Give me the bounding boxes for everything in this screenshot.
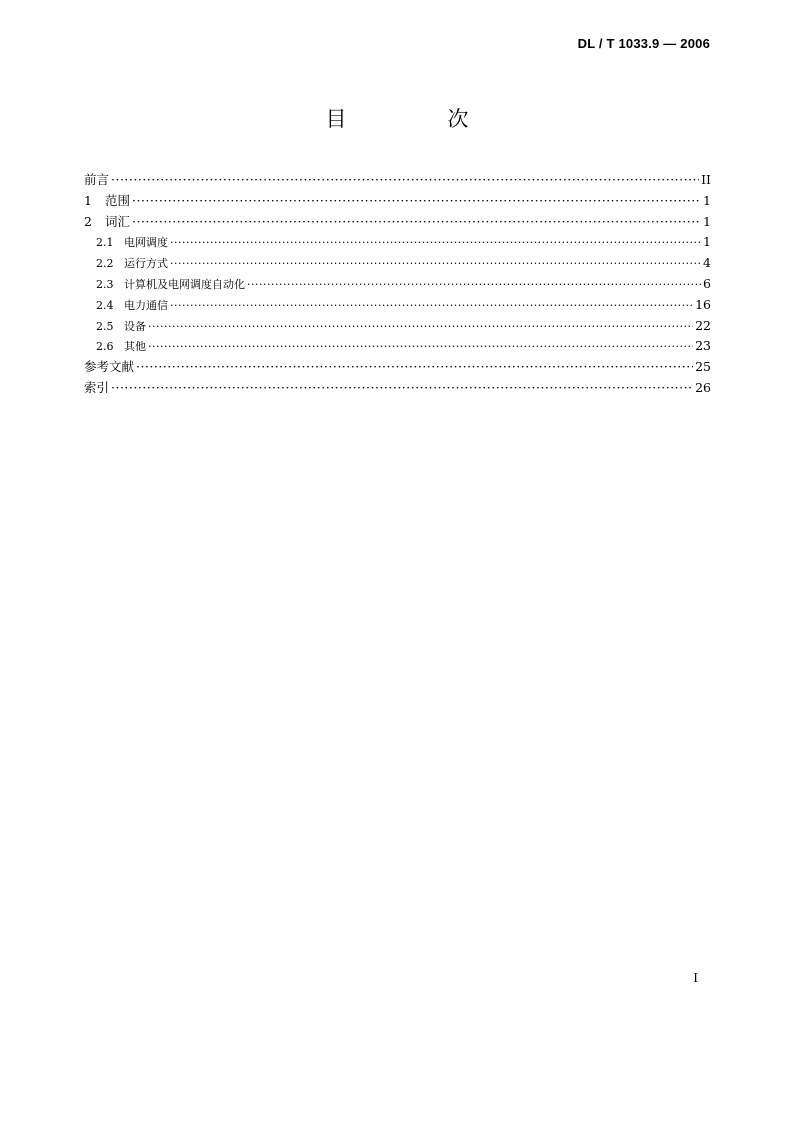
toc-leader-dots <box>132 191 701 212</box>
document-code: DL / T 1033.9 — 2006 <box>577 36 710 51</box>
toc-entry-index[interactable] <box>84 378 711 399</box>
toc-entry-page: 1 <box>703 234 711 250</box>
page-title: 目 次 <box>325 107 509 131</box>
toc-entry-number: 2.1 <box>96 236 114 250</box>
toc-entry-vocabulary[interactable] <box>84 212 711 233</box>
toc-entry-label: 其他 <box>124 340 146 354</box>
toc-entry-label: 电网调度 <box>124 236 168 250</box>
toc-entry-2-5[interactable] <box>84 316 711 337</box>
toc-entry-page: 6 <box>703 275 711 291</box>
toc-entry-label: 运行方式 <box>124 257 168 271</box>
toc-entry-page: 25 <box>695 359 711 375</box>
toc-entry-label: 设备 <box>124 319 146 333</box>
toc-entry-scope[interactable] <box>84 191 711 212</box>
toc-entry-number: 1 <box>84 192 92 208</box>
toc-entry-label: 索引 <box>84 379 110 395</box>
toc-entry-label: 电力通信 <box>124 298 168 312</box>
toc-entry-page: 22 <box>695 317 711 333</box>
page-number: I <box>693 971 698 985</box>
toc-entry-preface[interactable] <box>84 170 711 191</box>
toc-leader-dots <box>247 275 701 296</box>
toc-leader-dots <box>148 317 693 338</box>
toc-entry-page: 16 <box>695 296 711 312</box>
toc-leader-dots <box>170 254 701 275</box>
table-of-contents <box>84 170 711 399</box>
toc-entry-label: 词汇 <box>105 213 131 229</box>
toc-entry-number: 2.2 <box>96 257 114 271</box>
toc-leader-dots <box>136 357 693 378</box>
toc-entry-number: 2 <box>84 213 92 229</box>
toc-leader-dots <box>148 337 693 358</box>
toc-entry-label: 参考文献 <box>84 359 135 375</box>
toc-entry-page: 4 <box>703 255 711 271</box>
toc-leader-dots <box>111 170 699 191</box>
toc-entry-page: 1 <box>703 213 711 229</box>
toc-entry-number: 2.3 <box>96 277 114 291</box>
toc-entry-label: 范围 <box>105 192 131 208</box>
toc-entry-2-3[interactable] <box>84 274 711 295</box>
toc-entry-page: 1 <box>703 192 711 208</box>
toc-entry-number: 2.4 <box>96 298 114 312</box>
toc-entry-number: 2.5 <box>96 319 114 333</box>
toc-entry-2-6[interactable] <box>84 336 711 357</box>
toc-entry-label: 前言 <box>84 172 110 187</box>
toc-entry-label: 计算机及电网调度自动化 <box>124 277 245 291</box>
toc-leader-dots <box>111 378 693 399</box>
toc-entry-number: 2.6 <box>96 340 114 354</box>
toc-leader-dots <box>132 212 701 233</box>
toc-entry-page: 26 <box>695 379 711 395</box>
toc-leader-dots <box>170 296 693 317</box>
toc-entry-references[interactable] <box>84 357 711 378</box>
toc-leader-dots <box>170 233 701 254</box>
toc-entry-page: 23 <box>695 338 711 354</box>
toc-entry-page: II <box>701 172 711 187</box>
toc-entry-2-4[interactable] <box>84 295 711 316</box>
toc-entry-2-1[interactable] <box>84 232 711 253</box>
toc-entry-2-2[interactable] <box>84 253 711 274</box>
